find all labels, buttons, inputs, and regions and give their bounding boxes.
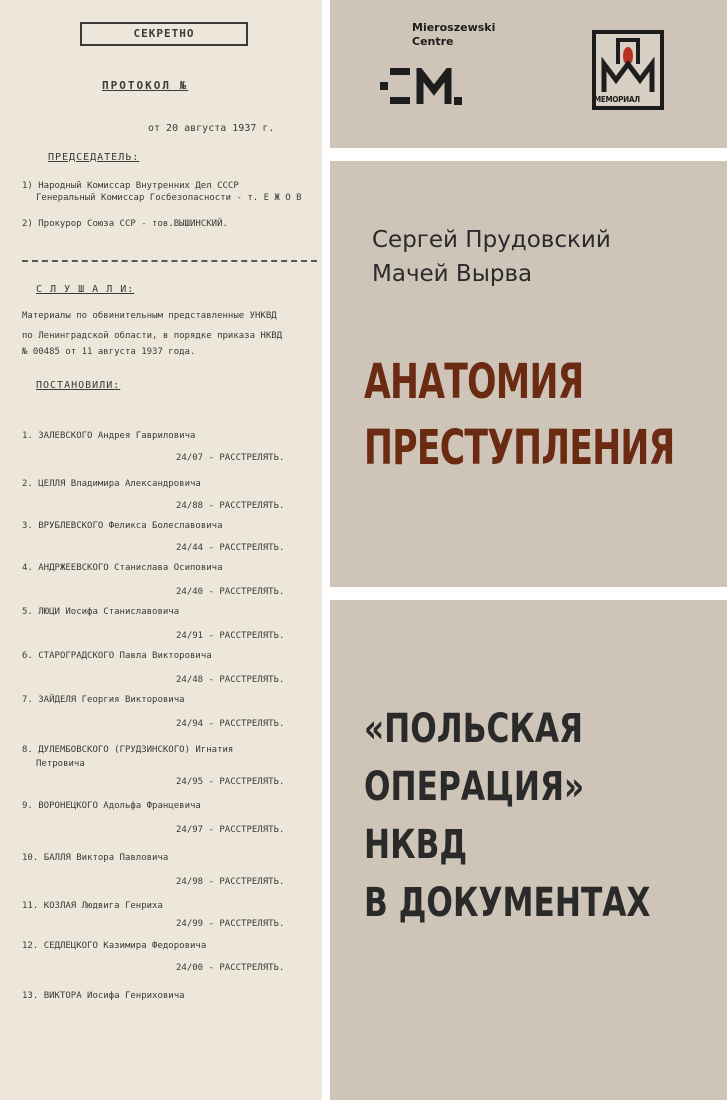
verdict-line: 24/91 - РАССТРЕЛЯТЬ. [176,631,285,641]
list-item: 4. АНДРЖЕЕВСКОГО Станислава Осиповича [22,563,223,573]
presided-line-1b: Генеральный Комиссар Госбезопасности - т. Е Ж О В [36,193,302,203]
memorial-wordmark: МЕМОРИАЛ [594,95,640,104]
publisher-logos-panel [330,0,727,148]
mieroszewski-centre-label: Mieroszewski Centre [412,21,496,48]
heard-line-1: Материалы по обвинительным представленные УНКВД [22,311,277,321]
heard-line-3: № 00485 от 11 августа 1937 года. [22,347,196,357]
presided-line-1a: 1) Народный Комиссар Внутренних Дел СССР [22,181,239,191]
list-item: 6. СТАРОГРАДСКОГО Павла Викторовича [22,651,212,661]
heard-line-2: по Ленинградской области, в порядке приказа НКВД [22,331,283,341]
mieroszewski-centre-logo-icon [380,68,464,106]
subtitle-line: НКВД [364,822,468,868]
memorial-logo [592,30,664,110]
memorial-emblem-icon [596,34,660,94]
verdict-line: 24/00 - РАССТРЕЛЯТЬ. [176,963,285,973]
subtitle-panel [330,600,727,1100]
title-line: АНАТОМИЯ [364,354,584,410]
subtitle-line: В ДОКУМЕНТАХ [364,880,651,926]
list-item: 9. ВОРОНЕЦКОГО Адольфа Францевича [22,801,201,811]
list-item: 1. ЗАЛЕВСКОГО Андрея Гавриловича [22,431,196,441]
list-item: 2. ЦЕЛЛЯ Владимира Александровича [22,479,201,489]
heard-label: С Л У Ш А Л И: [36,284,135,295]
list-item: 11. КОЗЛАЯ Людвига Генриха [22,901,163,911]
subtitle-line: «ПОЛЬСКАЯ [364,706,584,752]
title-line: ПРЕСТУПЛЕНИЯ [364,420,675,476]
protocol-heading: ПРОТОКОЛ № [102,79,189,92]
verdict-line: 24/48 - РАССТРЕЛЯТЬ. [176,675,285,685]
verdict-line: 24/95 - РАССТРЕЛЯТЬ. [176,777,285,787]
verdict-line: 24/99 - РАССТРЕЛЯТЬ. [176,919,285,929]
list-item: 5. ЛЮЦИ Иосифа Станиславовича [22,607,180,617]
verdict-line: 24/94 - РАССТРЕЛЯТЬ. [176,719,285,729]
title-panel [330,161,727,587]
book-subtitle [364,700,650,932]
protocol-date: от 20 августа 1937 г. [148,123,275,134]
divider [22,260,317,262]
list-item: 13. ВИКТОРА Иосифа Генриховича [22,991,185,1001]
verdict-line: 24/07 - РАССТРЕЛЯТЬ. [176,453,285,463]
list-item-continued: Петровича [36,759,85,769]
author-name: Мачей Вырва [372,261,533,287]
verdict-line: 24/44 - РАССТРЕЛЯТЬ. [176,543,285,553]
verdict-line: 24/88 - РАССТРЕЛЯТЬ. [176,501,285,511]
list-item: 3. ВРУБЛЕВСКОГО Феликса Болеславовича [22,521,223,531]
book-title [364,349,675,481]
verdict-line: 24/40 - РАССТРЕЛЯТЬ. [176,587,285,597]
list-item: 7. ЗАЙДЕЛЯ Георгия Викторовича [22,695,185,705]
list-item: 12. СЕДЛЕЦКОГО Казимира Федоровича [22,941,207,951]
secret-stamp: СЕКРЕТНО [80,22,248,46]
subtitle-line: ОПЕРАЦИЯ» [364,764,585,810]
verdict-line: 24/98 - РАССТРЕЛЯТЬ. [176,877,285,887]
authors [372,223,611,291]
presided-line-2: 2) Прокурор Союза ССР - тов.ВЫШИНСКИЙ. [22,219,228,229]
list-item: 8. ДУЛЕМБОВСКОГО (ГРУДЗИНСКОГО) Игнатия [22,745,234,755]
author-name: Сергей Прудовский [372,227,611,253]
list-item: 10. БАЛЛЯ Виктора Павловича [22,853,169,863]
archival-document-scan [0,0,322,1100]
presided-label: ПРЕДСЕДАТЕЛЬ: [48,152,140,163]
verdict-line: 24/97 - РАССТРЕЛЯТЬ. [176,825,285,835]
resolved-label: ПОСТАНОВИЛИ: [36,380,121,391]
